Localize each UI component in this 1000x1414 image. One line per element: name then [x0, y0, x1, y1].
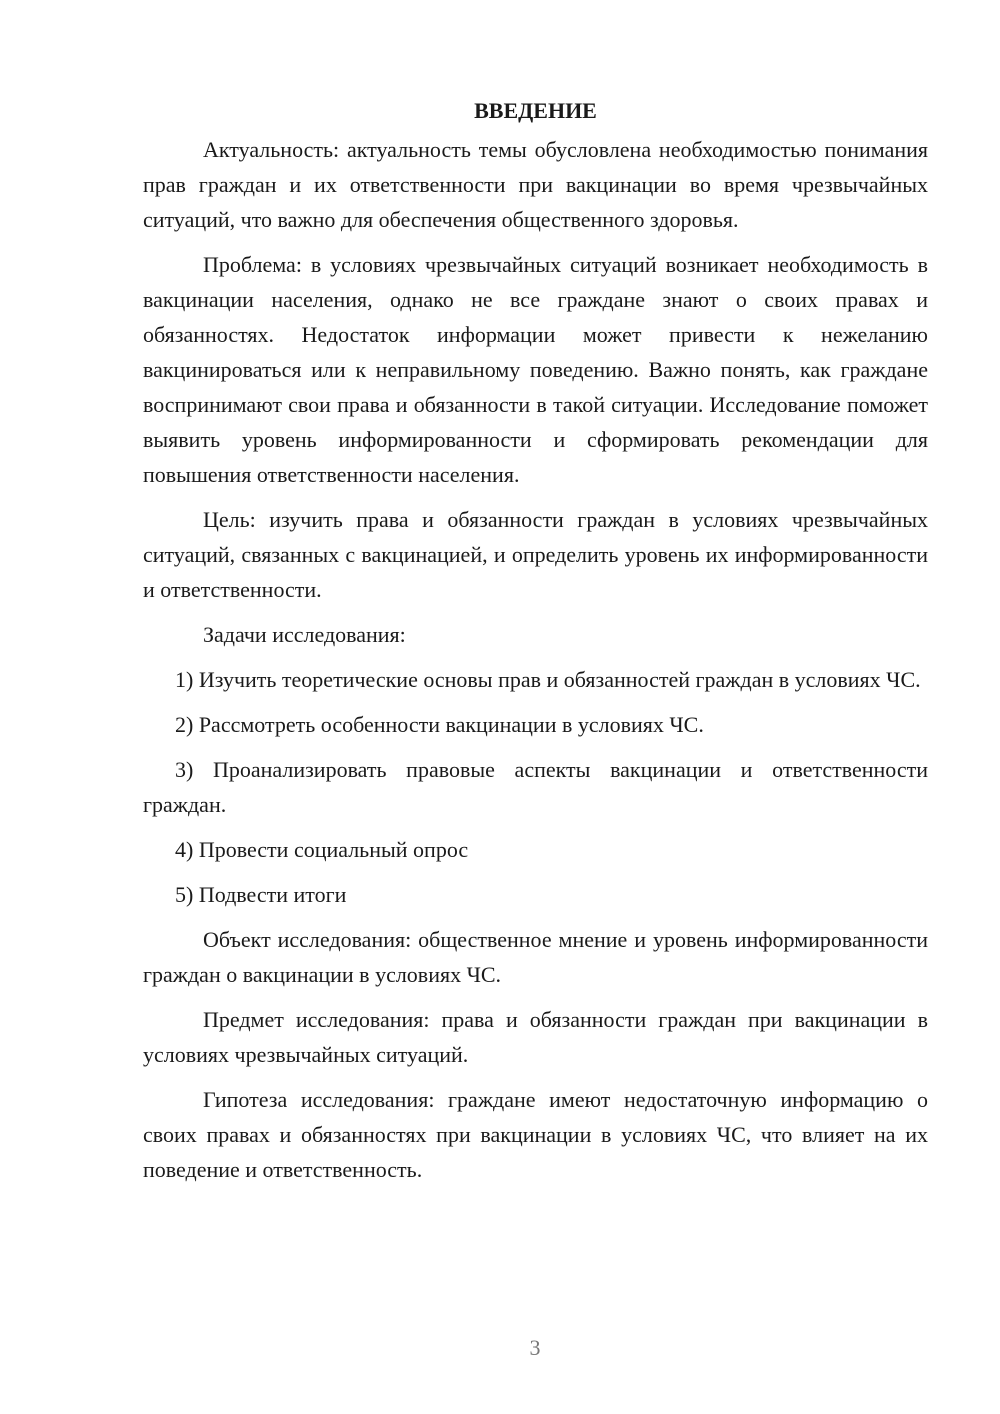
task-item-3: 3) Проанализировать правовые аспекты вакцинации и ответственности граждан.: [143, 757, 928, 817]
page-number: 3: [529, 1335, 541, 1360]
tasks-heading: Задачи исследования:: [203, 622, 406, 647]
object-paragraph: Объект исследования: общественное мнение и уровень информированности граждан о вакцинации в условиях ЧС.: [143, 927, 928, 987]
task-item-2: 2) Рассмотреть особенности вакцинации в условиях ЧС.: [175, 712, 704, 737]
problem-paragraph: Проблема: в условиях чрезвычайных ситуаций возникает необходимость в вакцинации населения, однако не все граждане знают о своих правах и обязанностях. Недостаток информации может привести к нежеланию вакцинироваться или к неправильному поведению. Важно понять, как граждане воспринимают свои права и обязанности в такой ситуации. Исследование поможет выявить уровень информированности и сформировать рекомендации для повышения ответственности населения.: [143, 252, 928, 487]
relevance-paragraph: Актуальность: актуальность темы обусловлена необходимостью понимания прав граждан и их ответственности при вакцинации во время чрезвычайных ситуаций, что важно для обеспечения общественного здоровья.: [143, 137, 928, 232]
document-body: [143, 93, 928, 1187]
section-title: ВВЕДЕНИЕ: [474, 98, 597, 123]
hypothesis-paragraph: Гипотеза исследования: граждане имеют недостаточную информацию о своих правах и обязанностях при вакцинации в условиях ЧС, что влияет на их поведение и ответственность.: [143, 1087, 928, 1182]
task-item-1: 1) Изучить теоретические основы прав и обязанностей граждан в условиях ЧС.: [175, 667, 921, 692]
task-item-5: 5) Подвести итоги: [175, 882, 347, 907]
task-item-4: 4) Провести социальный опрос: [175, 837, 469, 862]
goal-paragraph: Цель: изучить права и обязанности граждан в условиях чрезвычайных ситуаций, связанных с вакцинацией, и определить уровень их информированности и ответственности.: [143, 507, 928, 602]
subject-paragraph: Предмет исследования: права и обязанности граждан при вакцинации в условиях чрезвычайных ситуаций.: [143, 1007, 928, 1067]
